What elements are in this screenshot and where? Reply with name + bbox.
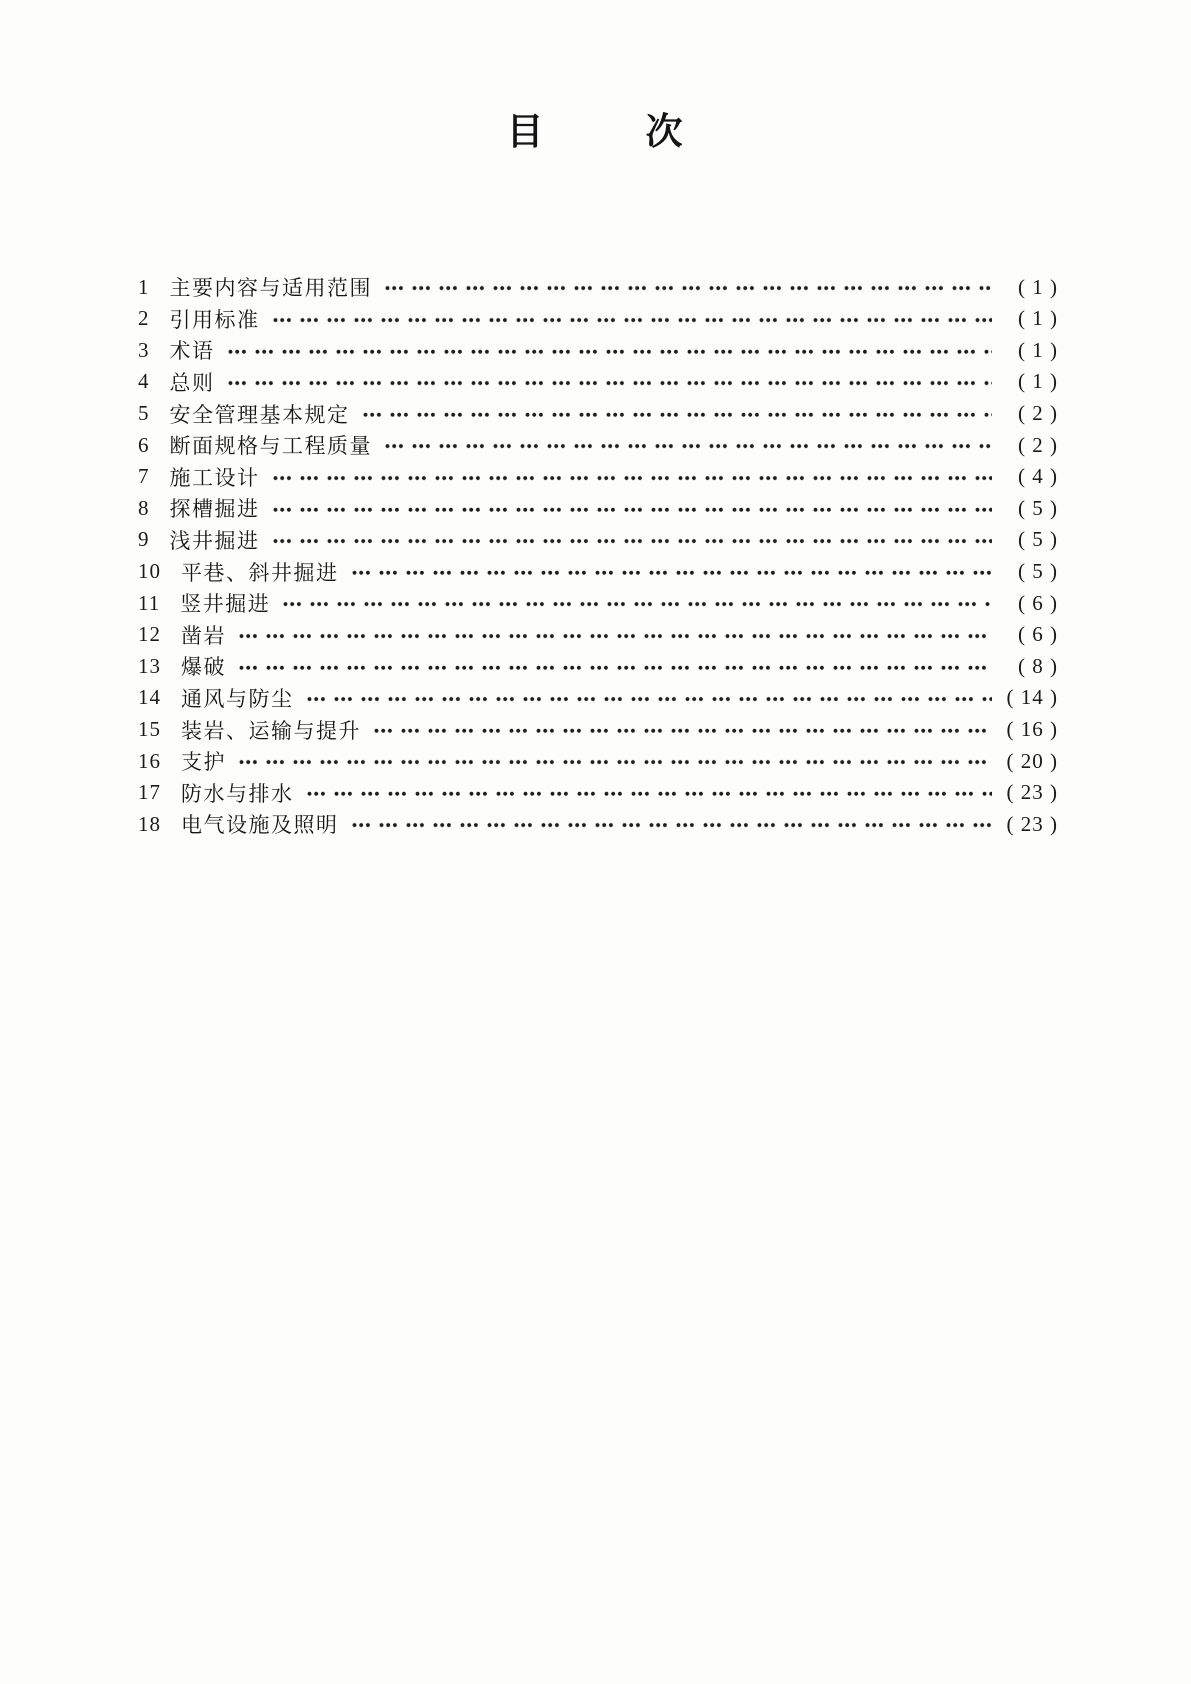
entry-title: 装岩、运输与提升 bbox=[181, 718, 361, 743]
dot-leader bbox=[227, 335, 993, 367]
entry-title: 主要内容与适用范围 bbox=[169, 276, 372, 301]
toc-entry bbox=[138, 398, 1058, 430]
entry-number: 14 bbox=[138, 685, 161, 710]
entry-title: 安全管理基本规定 bbox=[169, 402, 350, 427]
dot-leader bbox=[272, 461, 993, 493]
entry-page: ( 1 ) bbox=[1018, 369, 1058, 394]
entry-page: ( 6 ) bbox=[1018, 622, 1058, 647]
entry-page: ( 2 ) bbox=[1018, 432, 1058, 457]
entry-title: 爆破 bbox=[181, 655, 226, 680]
toc-entry bbox=[138, 587, 1058, 619]
toc-entry bbox=[138, 493, 1058, 525]
entry-page: ( 5 ) bbox=[1018, 495, 1058, 520]
entry-title: 支护 bbox=[181, 750, 226, 775]
entry-title: 竖井掘进 bbox=[180, 592, 271, 617]
entry-number: 15 bbox=[138, 717, 161, 741]
entry-page: ( 6 ) bbox=[1018, 590, 1058, 615]
entry-page: ( 8 ) bbox=[1018, 653, 1058, 678]
entry-number: 6 bbox=[138, 432, 150, 457]
dot-leader bbox=[362, 398, 993, 430]
toc-entry bbox=[138, 682, 1058, 714]
entry-page: ( 16 ) bbox=[1006, 717, 1058, 741]
dot-leader bbox=[227, 366, 993, 398]
entry-number: 11 bbox=[138, 590, 161, 615]
entry-title: 平巷、斜井掘进 bbox=[181, 560, 339, 585]
entry-title: 凿岩 bbox=[181, 623, 226, 648]
toc-entry bbox=[138, 366, 1058, 398]
entry-page: ( 20 ) bbox=[1006, 748, 1058, 773]
toc-entry bbox=[138, 714, 1058, 746]
entry-title: 探槽掘进 bbox=[169, 497, 260, 522]
entry-title: 总则 bbox=[169, 370, 215, 395]
entry-page: ( 1 ) bbox=[1018, 274, 1058, 299]
entry-title: 引用标准 bbox=[169, 307, 260, 332]
entry-title: 施工设计 bbox=[169, 465, 260, 490]
entry-page: ( 1 ) bbox=[1018, 337, 1058, 362]
toc-entry bbox=[138, 777, 1058, 809]
entry-number: 4 bbox=[138, 369, 150, 394]
entry-page: ( 23 ) bbox=[1006, 780, 1058, 805]
page-title bbox=[0, 0, 1191, 154]
entry-number: 2 bbox=[138, 306, 150, 331]
dot-leader bbox=[384, 271, 992, 303]
dot-leader bbox=[306, 682, 993, 714]
dot-leader bbox=[238, 619, 992, 651]
entry-number: 18 bbox=[138, 811, 161, 836]
title-char-first: 目 bbox=[506, 110, 546, 153]
toc-entry bbox=[138, 271, 1058, 303]
entry-number: 17 bbox=[138, 780, 161, 805]
dot-leader bbox=[351, 556, 993, 588]
dot-leader bbox=[373, 714, 992, 746]
dot-leader bbox=[272, 524, 993, 556]
entry-page: ( 5 ) bbox=[1018, 559, 1058, 584]
entry-page: ( 23 ) bbox=[1006, 811, 1058, 836]
entry-page: ( 14 ) bbox=[1006, 685, 1058, 710]
entry-title: 防水与排水 bbox=[181, 781, 294, 806]
entry-page: ( 5 ) bbox=[1018, 527, 1058, 552]
entry-number: 12 bbox=[138, 622, 161, 647]
dot-leader bbox=[384, 429, 992, 461]
entry-number: 8 bbox=[138, 495, 150, 520]
toc-entry bbox=[138, 335, 1058, 367]
toc-list bbox=[0, 271, 1191, 840]
toc-entry bbox=[138, 556, 1058, 588]
entry-number: 10 bbox=[138, 559, 161, 584]
dot-leader bbox=[272, 493, 993, 525]
toc-entry bbox=[138, 461, 1058, 493]
entry-page: ( 4 ) bbox=[1018, 464, 1058, 489]
entry-title: 通风与防尘 bbox=[181, 686, 294, 711]
dot-leader bbox=[238, 745, 992, 777]
dot-leader bbox=[282, 587, 992, 619]
entry-number: 13 bbox=[138, 653, 161, 678]
entry-page: ( 1 ) bbox=[1018, 306, 1058, 331]
entry-title: 浅井掘进 bbox=[169, 528, 260, 553]
entry-number: 3 bbox=[138, 337, 150, 362]
toc-entry bbox=[138, 619, 1058, 651]
entry-page: ( 2 ) bbox=[1018, 401, 1058, 426]
entry-number: 1 bbox=[138, 274, 150, 299]
entry-number: 9 bbox=[138, 527, 150, 552]
dot-leader bbox=[238, 651, 992, 683]
entry-title: 断面规格与工程质量 bbox=[169, 434, 372, 459]
toc-entry bbox=[138, 524, 1058, 556]
entry-title: 电气设施及照明 bbox=[181, 813, 339, 838]
dot-leader bbox=[306, 777, 993, 809]
entry-number: 7 bbox=[138, 464, 150, 489]
entry-title: 术语 bbox=[169, 339, 215, 364]
entry-number: 16 bbox=[138, 748, 161, 773]
toc-entry bbox=[138, 808, 1058, 840]
title-char-second: 次 bbox=[645, 110, 685, 153]
entry-number: 5 bbox=[138, 401, 150, 426]
toc-entry bbox=[138, 651, 1058, 683]
toc-entry bbox=[138, 303, 1058, 335]
toc-entry bbox=[138, 745, 1058, 777]
dot-leader bbox=[351, 808, 993, 840]
toc-entry bbox=[138, 429, 1058, 461]
dot-leader bbox=[272, 303, 993, 335]
